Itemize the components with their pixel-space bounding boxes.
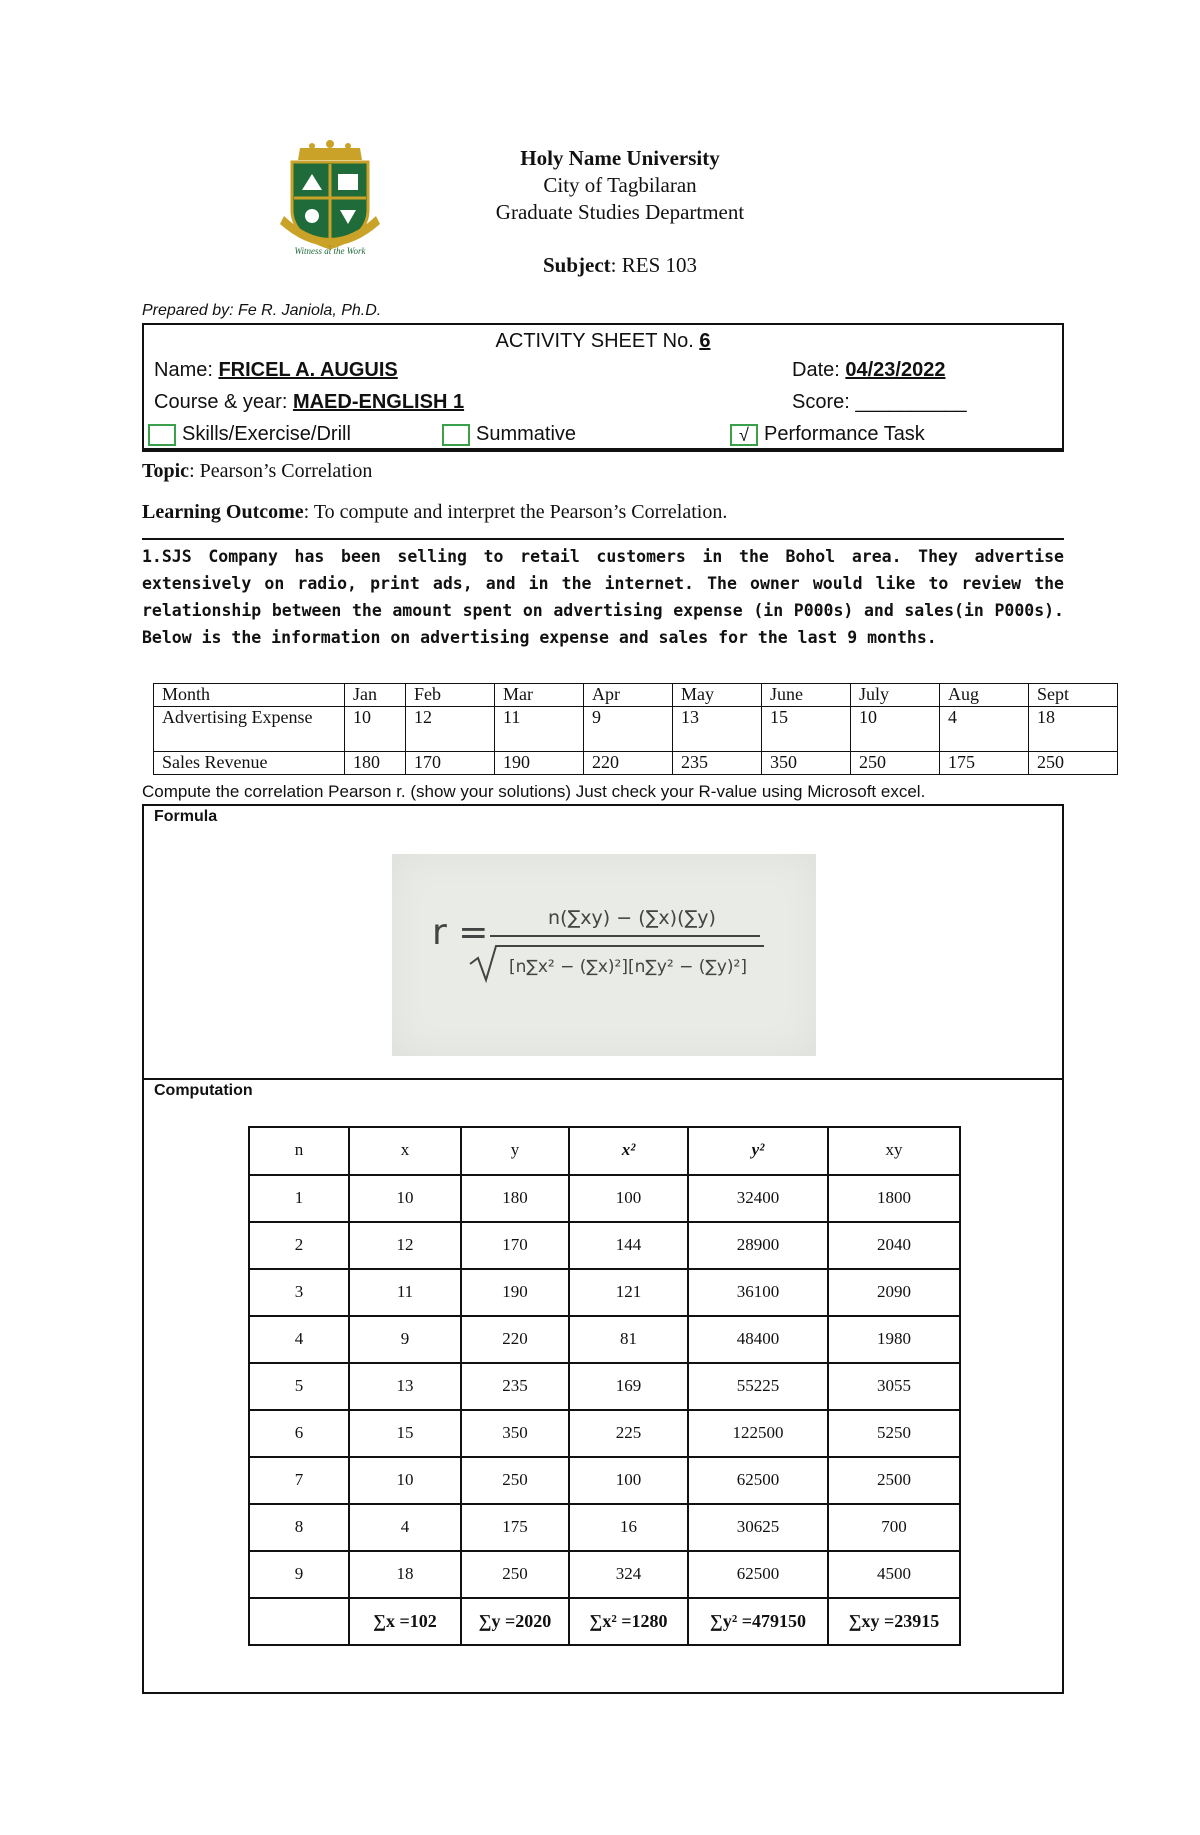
- date-line: [792, 359, 945, 382]
- sales-cell: 235: [673, 752, 762, 775]
- checkbox-skills[interactable]: [148, 424, 176, 446]
- table-row: [154, 752, 1118, 775]
- date-label: Date:: [792, 359, 846, 381]
- cell-n: 5: [249, 1363, 349, 1410]
- cell-x: 10: [349, 1175, 461, 1222]
- cell-x: 13: [349, 1363, 461, 1410]
- subject-line: [430, 253, 810, 278]
- cell-x: 10: [349, 1457, 461, 1504]
- cell-y: 190: [461, 1269, 569, 1316]
- table-row: [154, 707, 1118, 752]
- sum-cell-n: [249, 1598, 349, 1645]
- cell-y-squared: 62500: [688, 1551, 828, 1598]
- name-line: [154, 359, 398, 382]
- sum-y: ∑y =2020: [461, 1598, 569, 1645]
- advertising-cell: 10: [345, 707, 406, 752]
- cell-x: 11: [349, 1269, 461, 1316]
- formula-lhs: r =: [432, 912, 489, 953]
- cell-xy: 700: [828, 1504, 960, 1551]
- cell-n: 6: [249, 1410, 349, 1457]
- header-n: n: [249, 1127, 349, 1175]
- checkbox-summative[interactable]: [442, 424, 470, 446]
- cell-x-squared: 81: [569, 1316, 688, 1363]
- department-name: Graduate Studies Department: [495, 200, 745, 224]
- table-row: [249, 1316, 960, 1363]
- advertising-cell: 18: [1029, 707, 1118, 752]
- sales-cell: 180: [345, 752, 406, 775]
- course-value: MAED-ENGLISH 1: [292, 391, 465, 413]
- cell-x-squared: 121: [569, 1269, 688, 1316]
- activity-number: 6: [699, 330, 711, 352]
- cell-y-squared: 122500: [688, 1410, 828, 1457]
- sales-cell: 170: [406, 752, 495, 775]
- sales-cell: 250: [851, 752, 940, 775]
- option-summative[interactable]: [442, 423, 576, 446]
- sum-row: [249, 1598, 960, 1645]
- option-performance-task[interactable]: [730, 423, 925, 446]
- cell-x: 18: [349, 1551, 461, 1598]
- month-cell: Aug: [940, 684, 1029, 707]
- cell-y: 250: [461, 1457, 569, 1504]
- sum-y-squared: ∑y² =479150: [688, 1598, 828, 1645]
- table-row: [154, 684, 1118, 707]
- university-name: Holy Name University: [520, 146, 720, 170]
- activity-title-prefix: ACTIVITY SHEET No.: [495, 330, 700, 352]
- cell-n: 1: [249, 1175, 349, 1222]
- logo-motto: Witness at the Work: [294, 246, 366, 256]
- sum-x: ∑x =102: [349, 1598, 461, 1645]
- subject-label: Subject: [542, 253, 611, 277]
- cell-x: 15: [349, 1410, 461, 1457]
- sales-cell: 350: [762, 752, 851, 775]
- cell-x-squared: 100: [569, 1175, 688, 1222]
- sales-cell: 175: [940, 752, 1029, 775]
- cell-y-squared: 62500: [688, 1457, 828, 1504]
- cell-n: 8: [249, 1504, 349, 1551]
- topic-label: Topic: [142, 460, 190, 482]
- university-logo: [270, 140, 390, 260]
- option-skills-label: Skills/Exercise/Drill: [182, 423, 351, 446]
- header-xy: xy: [828, 1127, 960, 1175]
- table-row: [249, 1457, 960, 1504]
- month-cell: Feb: [406, 684, 495, 707]
- cell-x: 12: [349, 1222, 461, 1269]
- month-cell: Apr: [584, 684, 673, 707]
- cell-xy: 3055: [828, 1363, 960, 1410]
- activity-title: [144, 330, 1062, 353]
- formula-denominator: [n∑x² − (∑x)²][n∑y² − (∑y)²]: [508, 957, 748, 977]
- subject-value: : RES 103: [610, 253, 698, 277]
- table-row: [249, 1410, 960, 1457]
- advertising-cell: 15: [762, 707, 851, 752]
- table-row: [249, 1222, 960, 1269]
- option-summative-label: Summative: [476, 423, 577, 446]
- cell-y: 180: [461, 1175, 569, 1222]
- header-y: y: [461, 1127, 569, 1175]
- instruction-text: Compute the correlation Pearson r. (show your solutions) Just check your R-value using Microsoft excel.: [142, 782, 926, 801]
- table-row: [249, 1269, 960, 1316]
- cell-xy: 1800: [828, 1175, 960, 1222]
- cell-y: 235: [461, 1363, 569, 1410]
- course-label: Course & year:: [154, 391, 293, 413]
- cell-n: 7: [249, 1457, 349, 1504]
- formula-label: Formula: [154, 808, 218, 825]
- formula-drawing: [392, 854, 816, 1056]
- option-performance-label: Performance Task: [764, 423, 925, 446]
- cell-x-squared: 100: [569, 1457, 688, 1504]
- topic-value: : Pearson’s Correlation: [189, 460, 373, 482]
- month-cell: Jan: [345, 684, 406, 707]
- course-line: [154, 391, 464, 414]
- table-row: [249, 1504, 960, 1551]
- cell-xy: 1980: [828, 1316, 960, 1363]
- computation-label: Computation: [154, 1082, 253, 1099]
- checkbox-performance-task[interactable]: √: [730, 424, 758, 446]
- cell-y-squared: 48400: [688, 1316, 828, 1363]
- row-label-sales: Sales Revenue: [154, 752, 345, 775]
- cell-y-squared: 36100: [688, 1269, 828, 1316]
- formula-photo: [392, 854, 816, 1056]
- cell-xy: 2500: [828, 1457, 960, 1504]
- cell-x-squared: 225: [569, 1410, 688, 1457]
- cell-xy: 5250: [828, 1410, 960, 1457]
- cell-y: 250: [461, 1551, 569, 1598]
- advertising-cell: 4: [940, 707, 1029, 752]
- learning-outcome-line: [142, 501, 727, 524]
- cell-x-squared: 324: [569, 1551, 688, 1598]
- cell-y-squared: 55225: [688, 1363, 828, 1410]
- cell-y-squared: 28900: [688, 1222, 828, 1269]
- score-line: Score: __________: [792, 391, 967, 413]
- cell-x-squared: 16: [569, 1504, 688, 1551]
- date-value: 04/23/2022: [845, 359, 946, 381]
- sum-x-squared: ∑x² =1280: [569, 1598, 688, 1645]
- month-cell: June: [762, 684, 851, 707]
- cell-y: 350: [461, 1410, 569, 1457]
- cell-n: 3: [249, 1269, 349, 1316]
- outcome-value: : To compute and interpret the Pearson’s Correlation.: [303, 501, 728, 523]
- cell-n: 9: [249, 1551, 349, 1598]
- formula-box: [142, 804, 1064, 1080]
- month-cell: Mar: [495, 684, 584, 707]
- computation-table: [248, 1126, 961, 1646]
- section-divider: [142, 538, 1064, 540]
- option-skills[interactable]: [148, 423, 351, 446]
- cell-xy: 4500: [828, 1551, 960, 1598]
- topic-line: [142, 460, 372, 483]
- table-row: [249, 1175, 960, 1222]
- cell-x-squared: 144: [569, 1222, 688, 1269]
- cell-y: 170: [461, 1222, 569, 1269]
- sales-cell: 250: [1029, 752, 1118, 775]
- name-value: FRICEL A. AUGUIS: [218, 359, 398, 381]
- month-cell: May: [673, 684, 762, 707]
- cell-y: 220: [461, 1316, 569, 1363]
- formula-numerator: n(∑xy) − (∑x)(∑y): [548, 907, 716, 929]
- advertising-cell: 12: [406, 707, 495, 752]
- month-cell: Sept: [1029, 684, 1118, 707]
- header-y-squared: y²: [688, 1127, 828, 1175]
- cell-x: 9: [349, 1316, 461, 1363]
- name-label: Name:: [154, 359, 219, 381]
- cell-y-squared: 30625: [688, 1504, 828, 1551]
- header-x-squared: x²: [569, 1127, 688, 1175]
- advertising-cell: 13: [673, 707, 762, 752]
- cell-xy: 2040: [828, 1222, 960, 1269]
- advertising-cell: 10: [851, 707, 940, 752]
- advertising-cell: 9: [584, 707, 673, 752]
- cell-n: 4: [249, 1316, 349, 1363]
- sales-data-table: [153, 683, 1118, 775]
- header-x: x: [349, 1127, 461, 1175]
- cell-xy: 2090: [828, 1269, 960, 1316]
- table-row: [249, 1363, 960, 1410]
- advertising-cell: 11: [495, 707, 584, 752]
- table-row: [249, 1551, 960, 1598]
- university-city: City of Tagbilaran: [543, 173, 697, 197]
- table-header-row: [249, 1127, 960, 1175]
- row-label-month: Month: [154, 684, 345, 707]
- row-label-advertising: Advertising Expense: [154, 707, 345, 752]
- sum-xy: ∑xy =23915: [828, 1598, 960, 1645]
- month-cell: July: [851, 684, 940, 707]
- outcome-label: Learning Outcome: [142, 501, 304, 523]
- cell-y-squared: 32400: [688, 1175, 828, 1222]
- prepared-by: Prepared by: Fe R. Janiola, Ph.D.: [142, 302, 382, 319]
- cell-x: 4: [349, 1504, 461, 1551]
- problem-statement: 1.SJS Company has been selling to retail customers in the Bohol area. They advertise extensively on radio, print ads, and in the internet. The owner would like to review the relationship between the amount spent on advertising expense (in P000s) and sales(in P000s). Below is the information on advertising expense and sales for the last 9 months.: [142, 547, 1064, 647]
- sales-cell: 190: [495, 752, 584, 775]
- cell-n: 2: [249, 1222, 349, 1269]
- sales-cell: 220: [584, 752, 673, 775]
- cell-y: 175: [461, 1504, 569, 1551]
- activity-info-box: [142, 323, 1064, 452]
- cell-x-squared: 169: [569, 1363, 688, 1410]
